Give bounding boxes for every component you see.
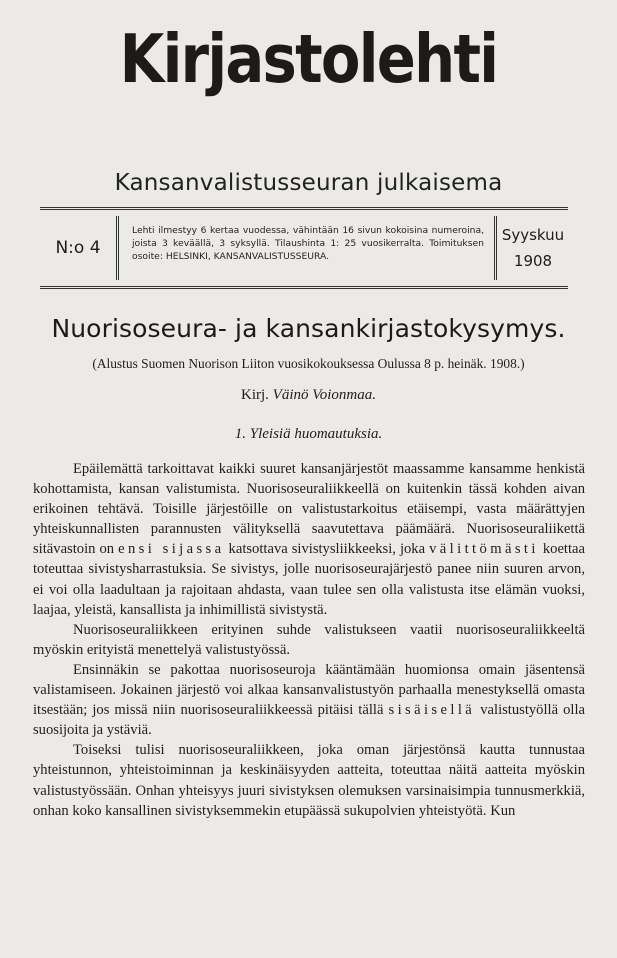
paragraph: Toiseksi tulisi nuorisoseuraliikkeen, joka oman järjestönsä kautta tunnustaa yhteistunnon, yhteistoiminnan ja keskinäisyyden aatteita, toteuttaa näitä aatteita myöskin valistustyössään. Onhan yhteisyys juuri sivistyksen olemuksen varsinaisimpia tunnusmerkkiä, onhan koko kansallinen sivistyksemmekin etupäässä sukupolvien yhteistyötä. Kun [33,742,585,819]
section-title: Yleisiä huomautuksia. [249,426,383,442]
issue-month: Syyskuu [501,226,565,244]
divider [494,216,497,280]
subscription-notice: Lehti ilmestyy 6 kertaa vuodessa, vähintään 16 sivun kokoisina numeroina, joista 3 keväällä, 3 syksyllä. Tilaushinta 1: 25 vuosikerralta. Toimituksen osoite: HELSINKI, KANSANVALISTUSSEURA. [132,225,484,262]
issue-year: 1908 [513,252,553,270]
article-title: Nuorisoseura- ja kansankirjastokysymys. [51,314,566,343]
spaced-emphasis: ensi sijassa [118,541,225,558]
article-byline [0,387,617,404]
spaced-emphasis: välittömästi [429,541,539,558]
article-body [33,459,585,821]
text-run: koettaa toteuttaa sivistysharrastuksia. Se sivistys, jolle nuorisoseurajärjestö panee niin suuren arvon, ei voi olla laadultaan ja rajoitaan ahdasta, vaan tulee sen olla valistusta itse elämän vuoksi, laajaa, yleistä, kansallista ja inhimillistä sivistystä. [33,541,585,618]
divider [116,216,119,280]
issue-number: N:o 4 [55,238,101,258]
spaced-emphasis: sisäisellä [388,702,476,719]
section-number: 1. [234,426,246,442]
text-run: Ensinnäkin se pakottaa nuorisoseuroja kääntämään huomionsa omain jäsentensä valistamiseen. Jokainen järjestö voi alkaa kansanvalistustyön parhaalla menestyksellä omasta itsestään; jos missä niin nuorisoseuraliikkeessä pitäisi tällä [33,661,585,719]
issue-date [498,222,568,274]
author-name: Väinö Voionmaa. [272,387,376,403]
paragraph [33,660,585,740]
info-bar [40,207,568,289]
article-occasion: (Alustus Suomen Nuorison Liiton vuosikokouksessa Oulussa 8 p. heinäk. 1908.) [92,356,525,371]
text-run: katsottava sivistysliikkeeksi, joka [228,541,426,558]
paragraph: Nuorisoseuraliikkeen erityinen suhde valistukseen vaatii nuorisoseuraliikkeeltä myöskin erityistä menettelyä valistustyössä. [33,621,585,658]
byline-prefix: Kirj. [240,387,269,403]
text-run: Epäilemättä tarkoittavat kaikki suuret kansanjärjestöt maassamme kansamme henkistä kohottamista, kansan valistumista. Nuorisoseuraliikkeellä on kuitenkin tässä kohden aivan erikoinen tehtävä. Toisille järjestöille on valistustarkoitus etäisempi, vasta määrättyjen yhteiskunnallisten parannusten välityksellä saavutettava päämäärä. Nuorisoseuraliikettä sitävastoin on [33,461,585,558]
masthead-title: Kirjastolehti [119,20,498,98]
section-heading [0,426,617,443]
paragraph [33,459,585,620]
text-run: valistustyöllä olla suosijoita ja ystäviä. [33,702,585,739]
publisher-subtitle: Kansanvalistusseuran julkaisema [114,170,503,196]
